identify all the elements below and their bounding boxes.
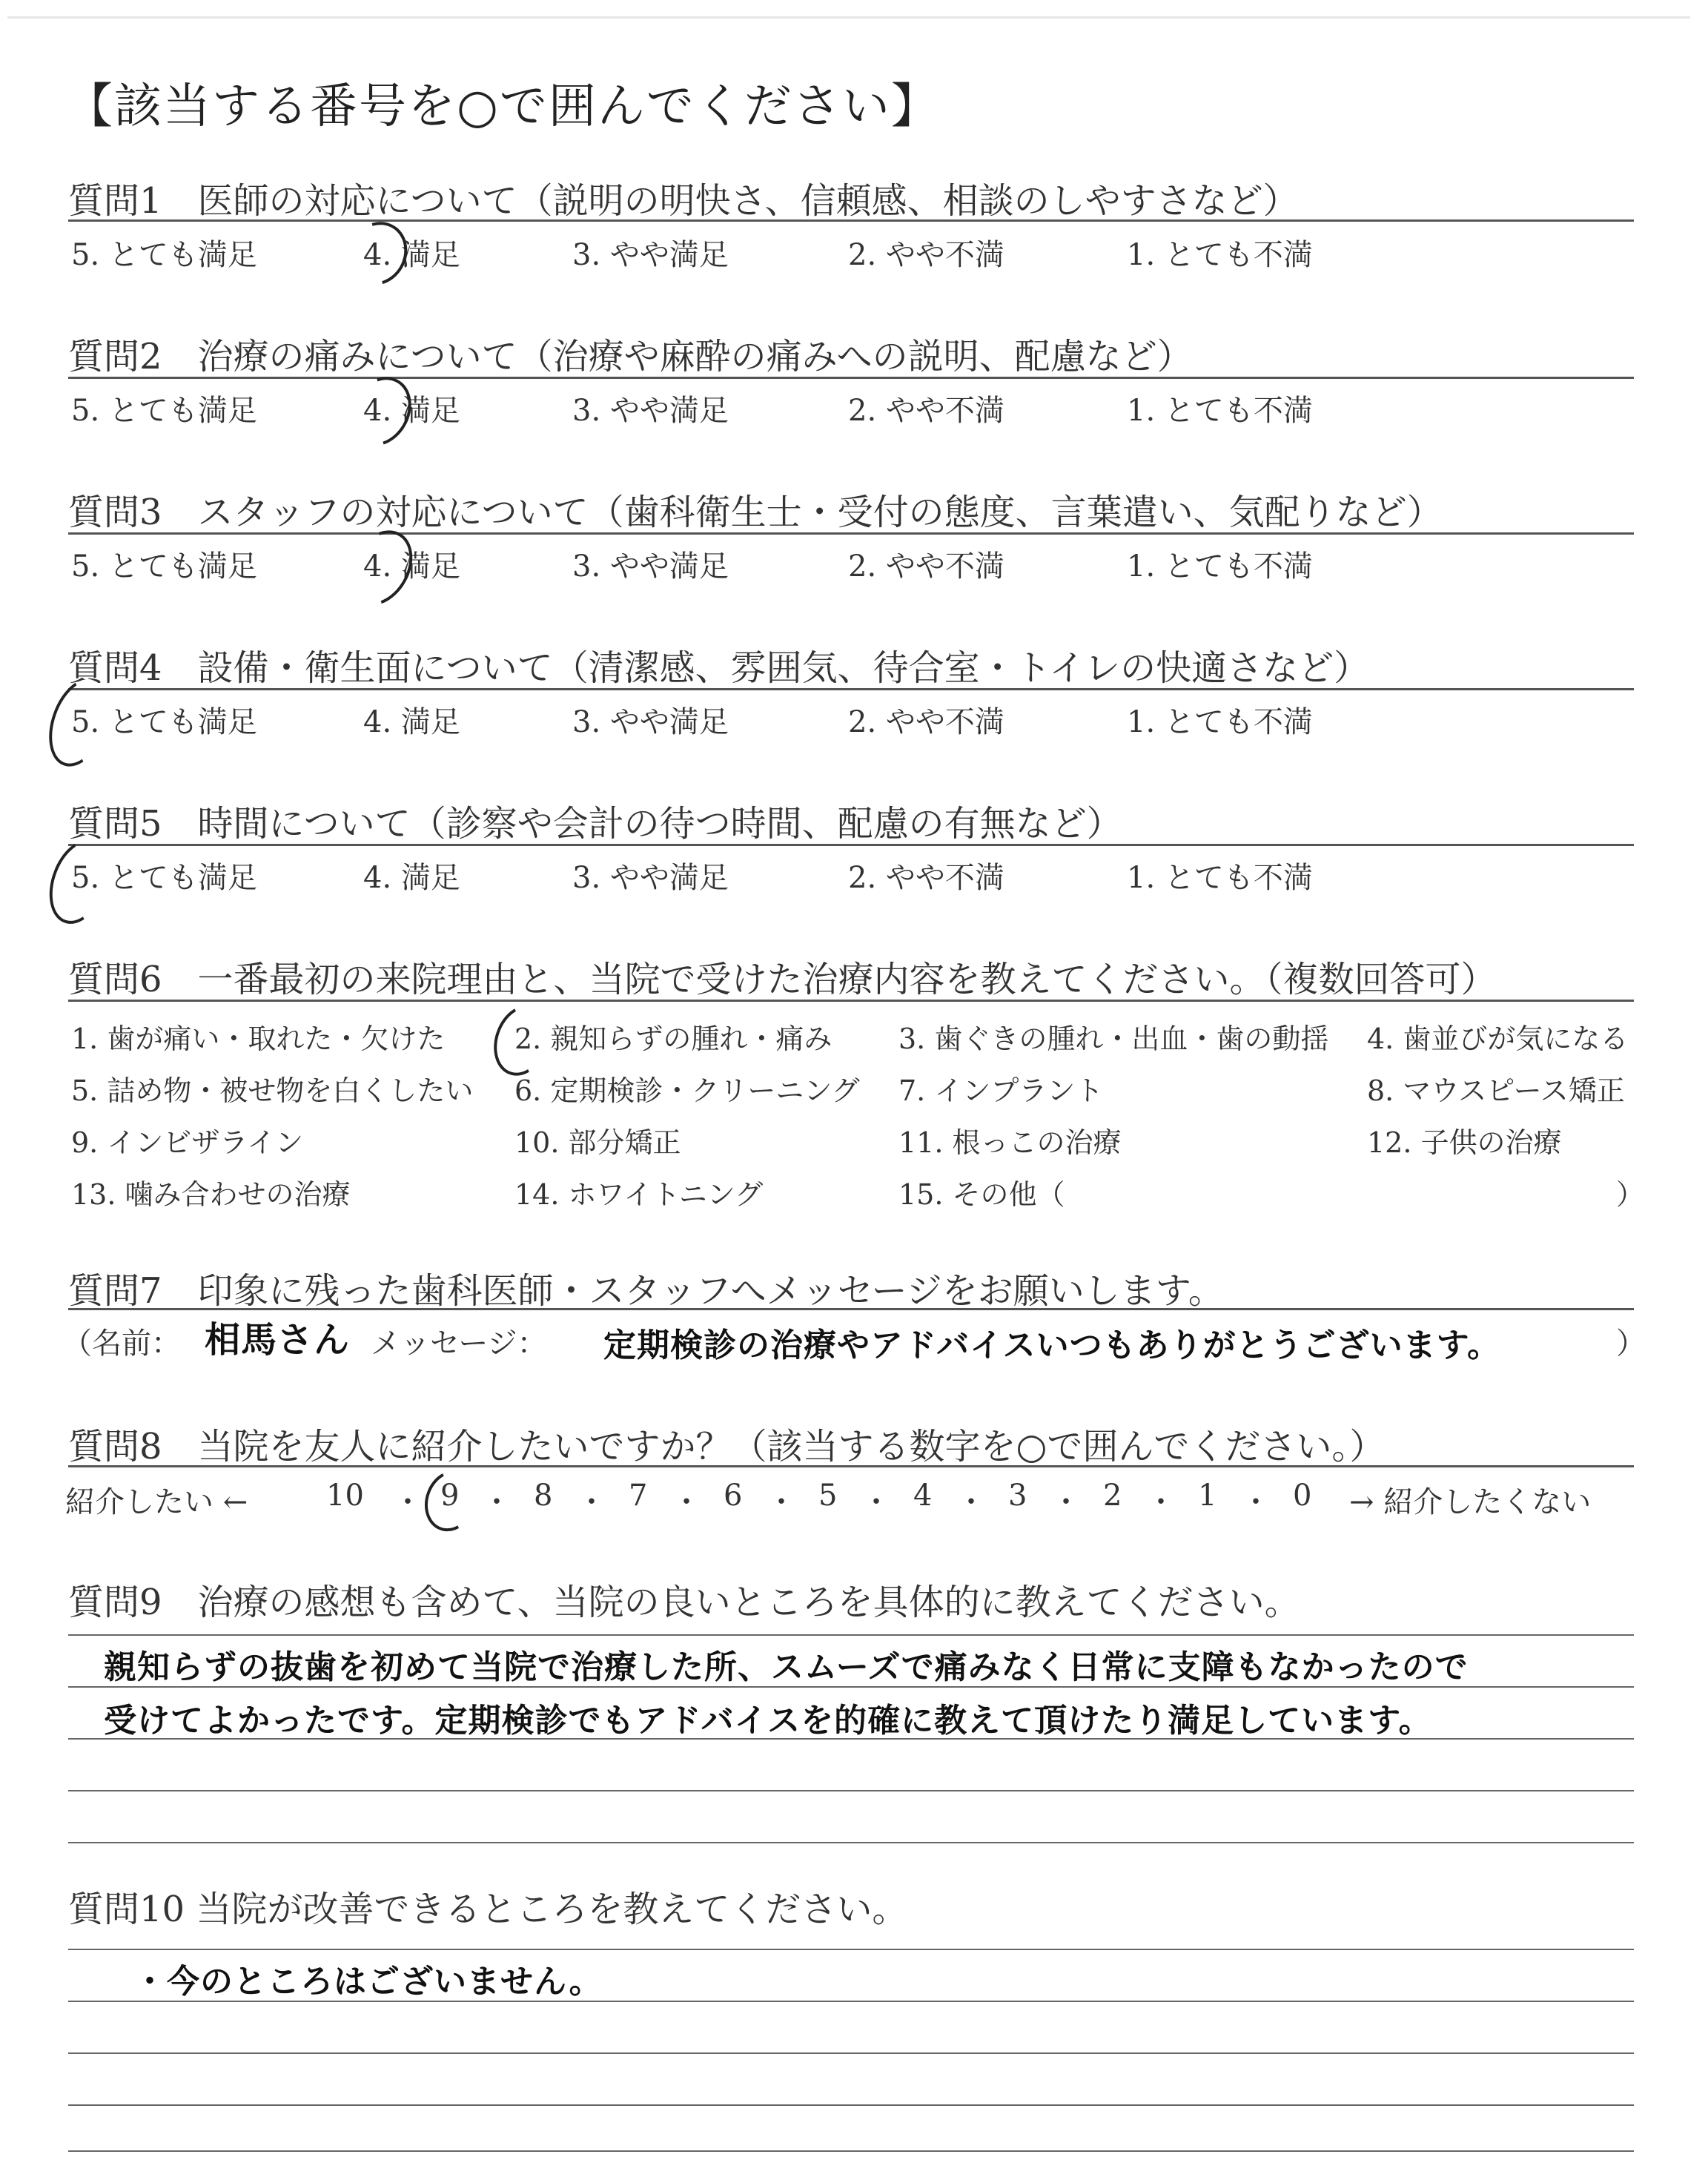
q5-option-2[interactable]: 2. やや不満 [848,861,1004,895]
q6-heading: 質問6 一番最初の来院理由と、当院で受けた治療内容を教えてください。（複数回答可） [68,959,1497,1000]
q9-writing-line [68,1842,1634,1843]
q10-writing-line [68,1949,1634,1950]
q8-rule [68,1465,1634,1467]
q1-option-5[interactable]: 5. とても満足 [71,238,257,272]
q8-selection-circle [417,1463,486,1539]
q7-heading: 質問7 印象に残った歯科医師・スタッフへメッセージをお願いします。 [68,1270,1224,1312]
q3-option-3[interactable]: 3. やや満足 [572,549,729,584]
q8-scale-dot: ・ [1241,1485,1271,1519]
q6-option-4[interactable]: 4. 歯並びが気になる [1367,1023,1629,1055]
q5-selection-circle [39,831,120,932]
q7-message-value[interactable]: 定期検診の治療やアドバイスいつもありがとうございます。 [603,1327,1501,1364]
q8-scale-dot: ・ [1146,1485,1176,1519]
q5-option-3[interactable]: 3. やや満足 [572,861,729,895]
q4-option-4[interactable]: 4. 満足 [363,705,460,739]
q4-option-5[interactable]: 5. とても満足 [71,705,257,739]
q8-scale-dot: ・ [672,1485,701,1519]
q4-option-2[interactable]: 2. やや不満 [848,705,1004,739]
q2-option-4[interactable]: 4. 満足 [363,394,460,428]
q5-option-4[interactable]: 4. 満足 [363,861,460,895]
q9-writing-line [68,1790,1634,1791]
q8-scale-9[interactable]: 9 [440,1479,460,1513]
form-title: 【該当する番号を○で囲んでください】 [65,79,940,134]
q7-close-paren: ） [1616,1327,1646,1361]
q5-heading: 質問5 時間について（診察や会計の待つ時間、配慮の有無など） [68,803,1122,845]
q9-answer-line-2[interactable]: 受けてよかったです。定期検診でもアドバイスを的確に教えて頂けたり満足しています。 [104,1702,1432,1740]
q2-option-2[interactable]: 2. やや不満 [848,394,1004,428]
q1-option-1[interactable]: 1. とても不満 [1127,238,1313,272]
q10-answer-line-1[interactable]: ・今のところはございません。 [133,1963,603,2001]
q8-scale-8[interactable]: 8 [534,1479,553,1513]
q6-option-13[interactable]: 13. 噛み合わせの治療 [71,1178,351,1211]
q5-option-5[interactable]: 5. とても満足 [71,861,257,895]
q2-option-3[interactable]: 3. やや満足 [572,394,729,428]
q6-option-14[interactable]: 14. ホワイトニング [514,1178,764,1211]
q2-heading: 質問2 治療の痛みについて（治療や麻酔の痛みへの説明、配慮など） [68,336,1193,377]
q5-option-1[interactable]: 1. とても不満 [1127,861,1313,895]
q9-answer-line-1[interactable]: 親知らずの抜歯を初めて当院で治療した所、スムーズで痛みなく日常に支障もなかったので [104,1648,1469,1686]
q3-option-4[interactable]: 4. 満足 [363,549,460,584]
q10-writing-line [68,2150,1634,2152]
q3-option-2[interactable]: 2. やや不満 [848,549,1004,584]
q8-scale-10[interactable]: 10 [326,1479,364,1513]
q8-scale-4[interactable]: 4 [913,1479,933,1513]
q7-rule [68,1308,1634,1310]
q8-scale-dot: ・ [393,1485,423,1519]
q8-scale-0[interactable]: 0 [1293,1479,1312,1513]
q6-option-9[interactable]: 9. インビザライン [71,1126,304,1159]
q4-option-1[interactable]: 1. とても不満 [1127,705,1313,739]
q2-option-5[interactable]: 5. とても満足 [71,394,257,428]
q8-left-label: 紹介したい ← [65,1485,248,1519]
q9-heading: 質問9 治療の感想も含めて、当院の良いところを具体的に教えてください。 [68,1582,1300,1623]
q8-scale-dot: ・ [861,1485,891,1519]
q7-message-label: メッセージ： [371,1327,547,1361]
q3-option-1[interactable]: 1. とても不満 [1127,549,1313,584]
q1-heading: 質問1 医師の対応について（説明の明快さ、信頼感、相談のしやすさなど） [68,180,1299,222]
q8-scale-dot: ・ [767,1485,796,1519]
q10-writing-line [68,2104,1634,2106]
q4-heading: 質問4 設備・衛生面について（清潔感、雰囲気、待合室・トイレの快適さなど） [68,647,1370,689]
q6-other-close-paren: ） [1616,1178,1645,1211]
q8-scale-2[interactable]: 2 [1103,1479,1122,1513]
q8-scale-6[interactable]: 6 [724,1479,743,1513]
q3-rule [68,532,1634,535]
q8-scale-5[interactable]: 5 [818,1479,838,1513]
q8-heading: 質問8 当院を友人に紹介したいですか？（該当する数字を○で囲んでください。） [68,1426,1386,1467]
scan-edge [7,16,1690,19]
q7-name-value[interactable]: 相馬さん [205,1319,351,1361]
q3-heading: 質問3 スタッフの対応について（歯科衛生士・受付の態度、言葉遣い、気配りなど） [68,492,1443,533]
q4-rule [68,688,1634,690]
q8-scale-dot: ・ [1051,1485,1081,1519]
q6-option-2[interactable]: 2. 親知らずの腫れ・痛み [514,1023,833,1055]
q6-option-7[interactable]: 7. インプラント [898,1074,1104,1107]
q1-option-4[interactable]: 4. 満足 [363,238,460,272]
q10-heading: 質問10 当院が改善できるところを教えてください。 [68,1889,908,1930]
q6-rule [68,1000,1634,1002]
q6-option-8[interactable]: 8. マウスピース矯正 [1367,1074,1625,1107]
q4-option-3[interactable]: 3. やや満足 [572,705,729,739]
q5-rule [68,844,1634,846]
q7-name-label: （名前： [62,1327,181,1361]
q2-option-1[interactable]: 1. とても不満 [1127,394,1313,428]
q3-option-5[interactable]: 5. とても満足 [71,549,257,584]
q6-option-10[interactable]: 10. 部分矯正 [514,1126,681,1159]
q2-selection-circle [337,366,424,458]
q8-scale-dot: ・ [956,1485,986,1519]
q1-option-2[interactable]: 2. やや不満 [848,238,1004,272]
q8-scale-7[interactable]: 7 [629,1479,648,1513]
q6-option-3[interactable]: 3. 歯ぐきの腫れ・出血・歯の動揺 [898,1023,1329,1055]
q1-selection-circle [336,211,419,296]
q2-rule [68,377,1634,379]
q8-scale-1[interactable]: 1 [1198,1479,1217,1513]
q6-option-1[interactable]: 1. 歯が痛い・取れた・欠けた [71,1023,446,1055]
q6-option-5[interactable]: 5. 詰め物・被せ物を白くしたい [71,1074,474,1107]
q6-option-11[interactable]: 11. 根っこの治療 [898,1126,1122,1159]
q8-scale-3[interactable]: 3 [1008,1479,1027,1513]
q1-rule [68,219,1634,222]
q6-option-6[interactable]: 6. 定期検診・クリーニング [514,1074,860,1107]
q1-option-3[interactable]: 3. やや満足 [572,238,729,272]
q8-scale-dot: ・ [482,1485,512,1519]
q8-scale-dot: ・ [577,1485,606,1519]
q6-option-15[interactable]: 15. その他（ [898,1178,1065,1211]
q9-writing-line [68,1634,1634,1636]
q6-option-12[interactable]: 12. 子供の治療 [1367,1126,1562,1159]
q10-writing-line [68,2052,1634,2054]
q8-right-label: → 紹介したくない [1349,1485,1592,1519]
